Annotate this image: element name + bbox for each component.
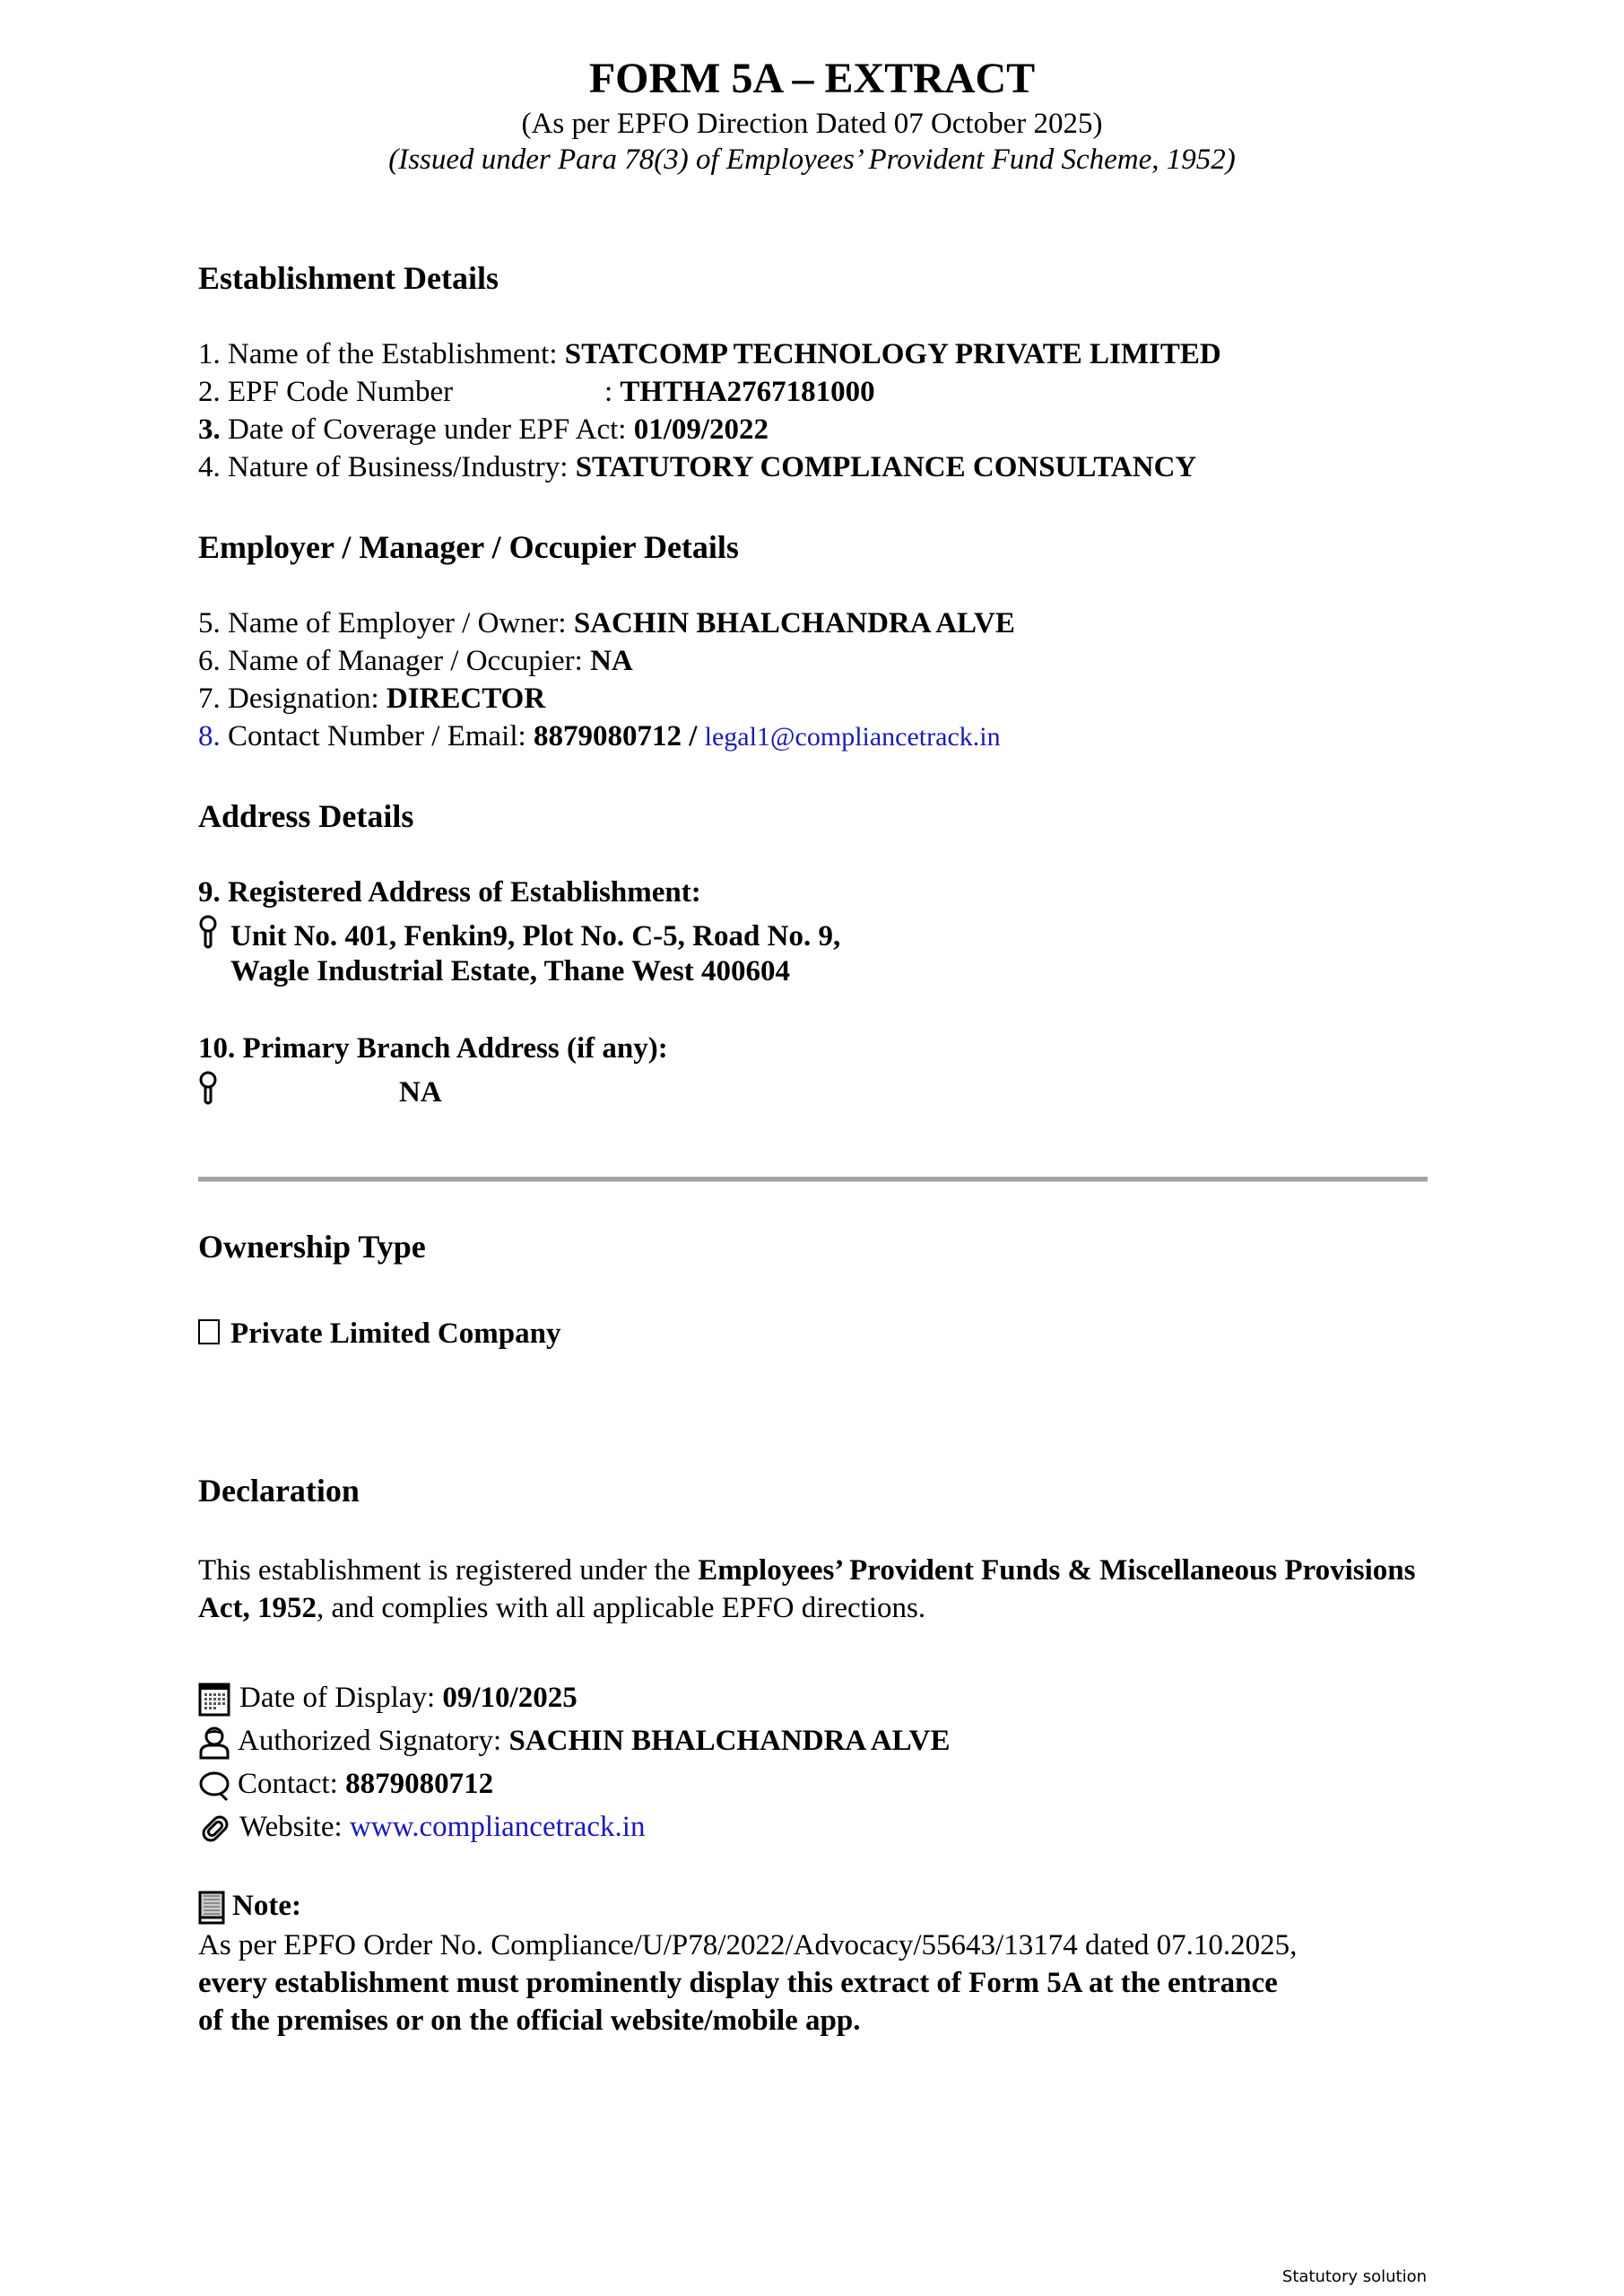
registered-address-label-text: 9. Registered Address of Establishment: bbox=[198, 876, 701, 909]
field-label: 4. Nature of Business/Industry: bbox=[198, 451, 576, 483]
email-link[interactable]: legal1@compliancetrack.in bbox=[704, 722, 1001, 752]
declaration-text-pre: This establishment is registered under the bbox=[198, 1554, 699, 1587]
map-pin-icon bbox=[198, 1071, 218, 1107]
declaration-act-name: Employees’ Provident Funds & Miscellaneous Provisions Act, 1952 bbox=[198, 1554, 1416, 1624]
field-separator: : bbox=[604, 376, 621, 408]
ownership-heading: Ownership Type bbox=[198, 1229, 426, 1265]
website-link[interactable]: www.compliancetrack.in bbox=[349, 1811, 646, 1843]
coverage-date-row bbox=[198, 411, 769, 448]
date-of-display-row bbox=[198, 1679, 578, 1717]
note-heading-row bbox=[198, 1887, 301, 1925]
contact-label: Contact: bbox=[238, 1768, 346, 1800]
calendar-icon bbox=[198, 1683, 232, 1717]
registered-address-line-2-text: Wagle Industrial Estate, Thane West 400604 bbox=[230, 955, 791, 987]
authorized-signatory-row bbox=[198, 1722, 951, 1760]
ownership-checkbox[interactable] bbox=[198, 1319, 220, 1344]
note-line-2: every establishment must prominently display this extract of Form 5A at the entrance bbox=[198, 1967, 1278, 1999]
footer-text: Statutory solution bbox=[1281, 2267, 1427, 2286]
epf-code-value: THTHA2767181000 bbox=[620, 376, 875, 408]
registered-address-line-2 bbox=[230, 952, 790, 990]
field-label: 5. Name of Employer / Owner: bbox=[198, 607, 574, 639]
address-heading: Address Details bbox=[198, 798, 414, 834]
date-of-display-value: 09/10/2025 bbox=[442, 1682, 578, 1714]
website-label: Website: bbox=[239, 1811, 350, 1843]
contact-email-row bbox=[198, 718, 1001, 756]
date-of-display-label: Date of Display: bbox=[239, 1682, 443, 1714]
field-number: 3. bbox=[198, 413, 221, 446]
establishment-name-value: STATCOMP TECHNOLOGY PRIVATE LIMITED bbox=[564, 338, 1221, 370]
note-heading: Note: bbox=[232, 1890, 301, 1922]
person-icon bbox=[198, 1726, 230, 1760]
contact-number-value: 8879080712 bbox=[533, 720, 682, 752]
map-pin-icon bbox=[198, 915, 218, 951]
declaration-text bbox=[198, 1552, 1454, 1627]
authorized-signatory-label: Authorized Signatory: bbox=[238, 1725, 509, 1757]
contact-row bbox=[198, 1765, 493, 1803]
establishment-heading: Establishment Details bbox=[198, 260, 499, 296]
registered-address-line-1 bbox=[198, 915, 840, 955]
ownership-option[interactable] bbox=[198, 1315, 560, 1352]
employer-name-value: SACHIN BHALCHANDRA ALVE bbox=[573, 607, 1015, 639]
note-line-1: As per EPFO Order No. Compliance/U/P78/2022/Advocacy/55643/13174 dated 07.10.2025, bbox=[198, 1929, 1298, 1961]
designation-row bbox=[198, 680, 545, 718]
field-label: Date of Coverage under EPF Act: bbox=[220, 413, 634, 446]
manager-name-row bbox=[198, 642, 633, 680]
epf-code-row bbox=[198, 373, 875, 411]
branch-address-row bbox=[198, 1071, 442, 1111]
field-label: 1. Name of the Establishment: bbox=[198, 338, 565, 370]
branch-address-value: NA bbox=[399, 1076, 442, 1109]
website-row bbox=[198, 1808, 645, 1846]
field-label: 6. Name of Manager / Occupier: bbox=[198, 645, 591, 677]
paperclip-link-icon bbox=[198, 1812, 232, 1846]
field-separator: / bbox=[681, 720, 705, 752]
nature-of-business-value: STATUTORY COMPLIANCE CONSULTANCY bbox=[575, 451, 1197, 483]
field-number: 8. bbox=[198, 720, 221, 752]
book-icon bbox=[198, 1891, 225, 1925]
field-label: 2. EPF Code Number bbox=[198, 376, 454, 408]
employer-name-row bbox=[198, 604, 1015, 642]
issued-under-note: (Issued under Para 78(3) of Employees’ Provident Fund Scheme, 1952) bbox=[388, 144, 1236, 176]
manager-name-value: NA bbox=[590, 645, 633, 677]
field-label: Contact Number / Email: bbox=[220, 720, 534, 752]
note-line-3: of the premises or on the official website/mobile app. bbox=[198, 2005, 861, 2037]
branch-address-label bbox=[198, 1030, 668, 1067]
page-subtitle: (As per EPFO Direction Dated 07 October 2025) bbox=[521, 108, 1103, 140]
registered-address-line-1-text: Unit No. 401, Fenkin9, Plot No. C-5, Road No. 9, bbox=[230, 920, 841, 952]
field-label: 7. Designation: bbox=[198, 683, 386, 715]
nature-of-business-row bbox=[198, 448, 1196, 486]
page-title: FORM 5A – EXTRACT bbox=[588, 55, 1036, 102]
branch-address-label-text: 10. Primary Branch Address (if any): bbox=[198, 1032, 668, 1065]
contact-value: 8879080712 bbox=[345, 1768, 494, 1800]
employer-heading: Employer / Manager / Occupier Details bbox=[198, 529, 739, 565]
ownership-option-label: Private Limited Company bbox=[230, 1318, 561, 1350]
coverage-date-value: 01/09/2022 bbox=[633, 413, 769, 446]
establishment-name-row bbox=[198, 335, 1221, 373]
section-divider bbox=[198, 1177, 1428, 1182]
declaration-heading: Declaration bbox=[198, 1473, 360, 1509]
designation-value: DIRECTOR bbox=[386, 683, 546, 715]
registered-address-label bbox=[198, 874, 701, 911]
declaration-text-post: , and complies with all applicable EPFO directions. bbox=[316, 1592, 926, 1624]
authorized-signatory-value: SACHIN BHALCHANDRA ALVE bbox=[508, 1725, 951, 1757]
speech-bubble-icon bbox=[198, 1770, 230, 1802]
